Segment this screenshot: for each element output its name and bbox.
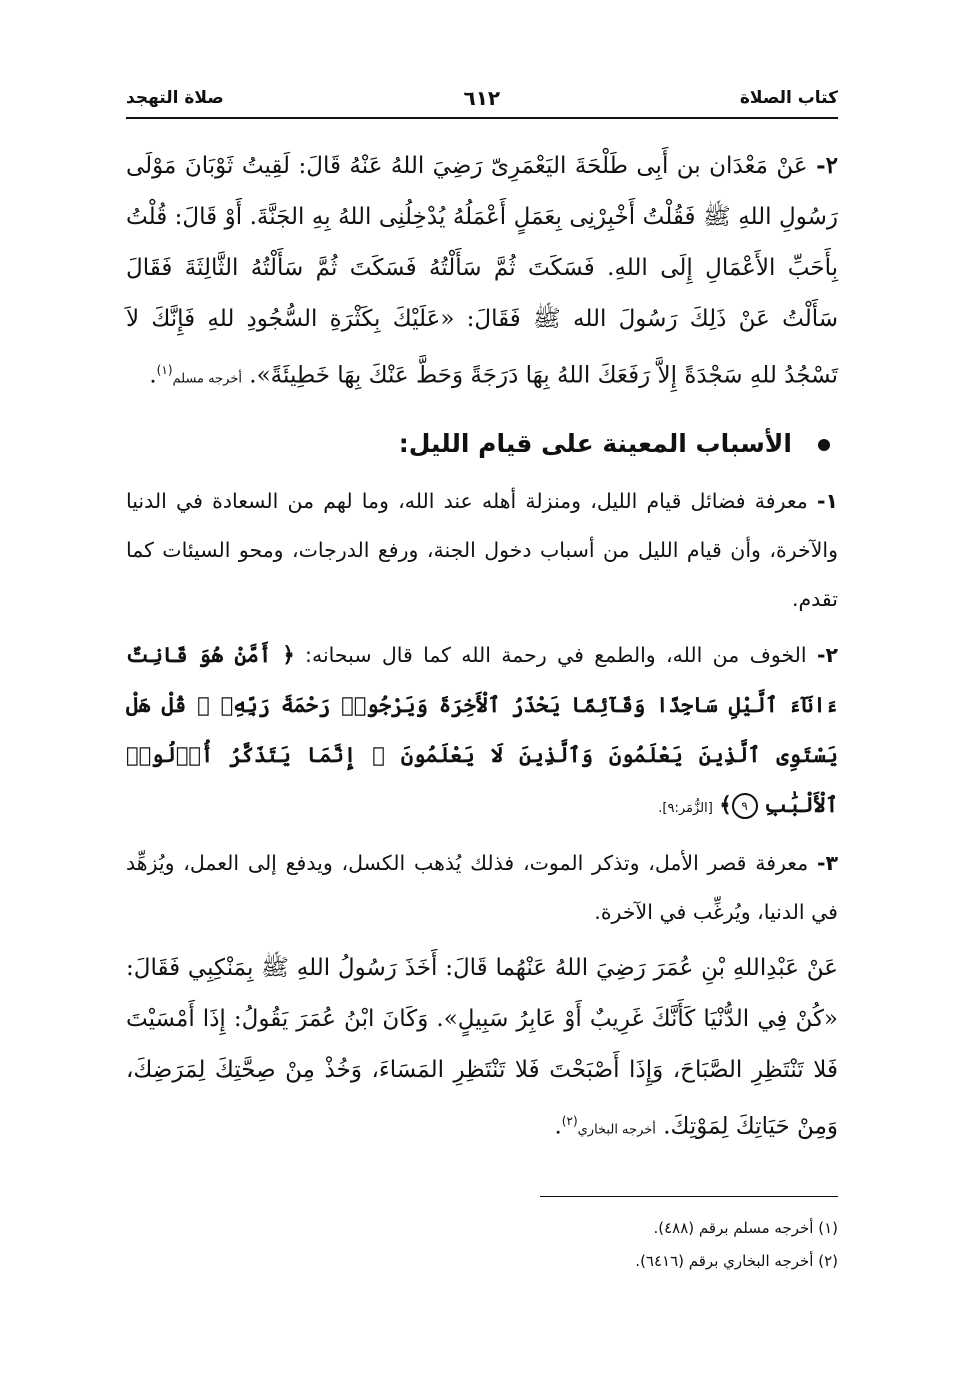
hadith-ibn-umar-text: عَنْ عَبْدِاللهِ بْنِ عُمَرَ رَضِيَ اللهُ عَنْهُما قَالَ: أَخَذَ رَسُولُ اللهِ ﷺ بِمَنْكِبِي فَقَالَ: «كُنْ فِي الدُّنْيَا كَأَنَّكَ غَرِيبٌ أَوْ عَابِرُ سَبِيلٍ». وَكَانَ ابْنُ عُمَرَ يَقُولُ: إِذَا أَمْسَيْتَ فَلا تَنْتَظِرِ الصَّبَاحَ، وَإِذَا أَصْبَحْتَ فَلا تَنْتَظِرِ المَسَاءَ، وَخُذْ مِنْ صِحَّتِكَ لِمَرَضِكَ، وَمِنْ حَيَاتِكَ لِمَوْتِكَ. (126, 954, 838, 1140)
hadith-2-number: ٢- (816, 152, 838, 179)
footnote-ref-2[interactable]: (٢) (561, 1113, 578, 1128)
hadith-2-end: . (149, 362, 157, 389)
footnote-ref-1[interactable]: (١) (156, 363, 173, 377)
footnote-2: (٢) أخرجه البخاري برقم (٦٤١٦). (635, 1252, 838, 1270)
footnotes (126, 1212, 838, 1278)
running-header (126, 84, 838, 112)
chapter-title: صلاة التهجد (126, 88, 224, 108)
ayah-number-icon: ٩ (732, 793, 758, 819)
list-item-1-number: ١- (816, 488, 838, 513)
footnote-1: (١) أخرجه مسلم برقم (٤٨٨). (653, 1219, 838, 1237)
quran-verse: ﴿ أَمَّنْ هُوَ قَانِتٌ ءَانَآءَ ٱلَّيْلِ سَاجِدًا وَقَآئِمًا يَحْذَرُ ٱلْأَخِرَةَ وَيَرْجُوا۟ رَحْمَةَ رَبِّهِۦ ۗ قُلْ هَلْ يَسْتَوِى ٱلَّذِينَ يَعْلَمُونَ وَٱلَّذِينَ لَا يَعْلَمُونَ ۗ إِنَّمَا يَتَذَكَّرُ أُو۟لُوا۟ ٱلْأَلْبَٰبِ (126, 641, 838, 817)
header-rule (126, 117, 838, 119)
list-item-3-number: ٣- (816, 850, 838, 875)
list-item-2-number: ٢- (816, 642, 838, 667)
hadith-2-source: أخرجه مسلم (172, 371, 242, 387)
hadith-2-text: عَنْ مَعْدَان بن أَبِى طَلْحَةَ اليَعْمَرِىّ رَضِيَ اللهُ عَنْهُ قَالَ: لَقِيتُ ثَوْبَانَ مَوْلَى رَسُولِ اللهِ ﷺ فَقُلْتُ أَخْبِرْنِى بِعَمَلٍ أَعْمَلُهُ يُدْخِلُنِى اللهُ بِهِ الجَنَّةَ. أَوْ قَالَ: قُلْتُ بِأَحَبِّ الأَعْمَالِ إِلَى اللهِ. فَسَكَتَ ثُمَّ سَأَلْتُهُ فَسَكَتَ ثُمَّ سَأَلْتُهُ الثَّالِثَةَ فَقَالَ سَأَلْتُ عَنْ ذَلِكَ رَسُولَ الله ﷺ فَقَالَ: «عَلَيْكَ بِكَثْرَةِ السُّجُودِ للهِ فَإِنَّكَ لاَ تَسْجُدُ للهِ سَجْدَةً إِلاَّ رَفَعَكَ اللهُ بِهَا دَرَجَةً وَحَطَّ عَنْكَ بِهَا خَطِيئَةً». (126, 153, 838, 389)
page-number: ٦١٢ (463, 86, 501, 110)
footnote-rule (540, 1196, 838, 1197)
list-item-2-text: الخوف من الله، والطمع في رحمة الله كما قال سبحانه: (305, 642, 807, 667)
list-item-2 (126, 630, 838, 833)
surah-reference: [الزُّمَر:٩]. (658, 800, 713, 816)
list-item-1-text: معرفة فضائل قيام الليل، ومنزلة أهله عند الله، وما لهم من السعادة في الدنيا والآخرة، وأن قيام الليل من أسباب دخول الجنة، ورفع الدرجات، ومحو السيئات كما تقدم. (126, 488, 838, 611)
list-item-1 (126, 477, 838, 624)
section-heading (126, 421, 838, 467)
book-title: كتاب الصلاة (739, 88, 838, 108)
hadith-ibn-umar-source: أخرجه البخاري (577, 1122, 656, 1138)
quran-close-bracket: ﴾ (719, 791, 732, 817)
hadith-2 (126, 140, 838, 405)
list-item-3 (126, 839, 838, 937)
section-heading-text: الأسباب المعينة على قيام الليل: (398, 428, 792, 458)
bullet-icon (818, 439, 830, 451)
page-body (126, 140, 838, 1155)
hadith-ibn-umar (126, 943, 838, 1156)
hadith-ibn-umar-end: . (554, 1113, 562, 1140)
list-item-3-text: معرفة قصر الأمل، وتذكر الموت، فذلك يُذهب الكسل، ويدفع إلى العمل، ويُزهِّد في الدنيا، ويُرغِّب في الآخرة. (126, 850, 838, 924)
